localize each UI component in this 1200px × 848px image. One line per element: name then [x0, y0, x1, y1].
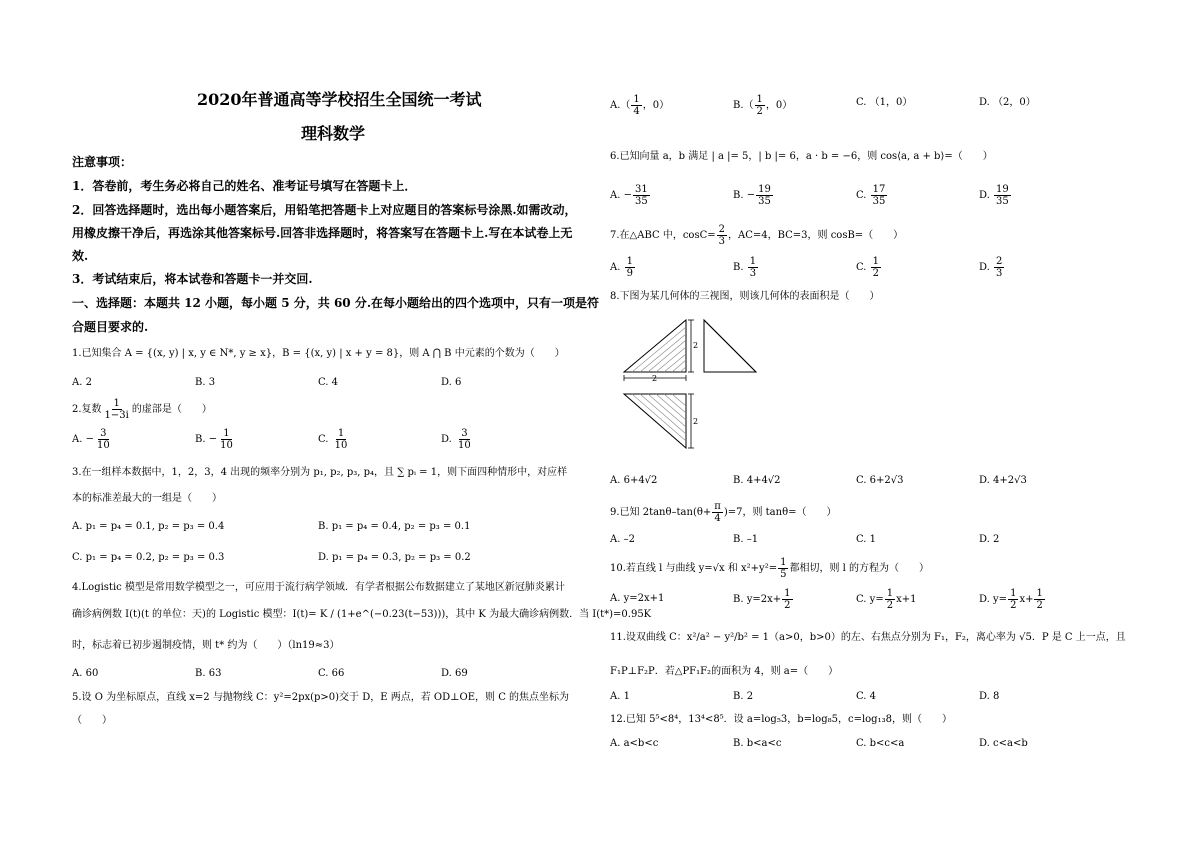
- section-heading-cont: 合题目要求的.: [72, 320, 149, 334]
- q7-option-a: A. $\frac{1}{9}$: [610, 256, 633, 279]
- front-height-label: 2: [693, 341, 699, 350]
- question-9-stem: 9.已知 2tanθ–tan(θ+ $\frac{\pi}{4}$ )=7，则 tanθ=（ ）: [610, 501, 837, 524]
- q6-option-c: C. $\frac{17}{35}$: [856, 184, 886, 207]
- q12-option-d: D. c<a<b: [979, 738, 1028, 749]
- notice-item-3: 3．考试结束后，将本试卷和答题卡一并交回.: [72, 272, 313, 286]
- q5-option-d: D. （2，0）: [979, 97, 1036, 108]
- q10-option-d: D. y= $\frac{1}{2}$ x+ $\frac{1}{2}$: [979, 588, 1043, 611]
- question-12-stem: 12.已知 5⁵<8⁴，13⁴<8⁵．设 a=log₅3，b=log₈5，c=log₁₃8，则（ ）: [610, 714, 952, 725]
- q2-option-c: C. $\frac{1}{10}$: [318, 428, 348, 451]
- question-4-stem-cont: 确诊病例数 I(t)(t 的单位：天)的 Logistic 模型：I(t)= K / (1+e^(−0.23(t−53)))，其中 K 为最大确诊病例数．当 I(t*)=0.95K: [72, 609, 652, 620]
- question-2-stem: 2.复数 $\frac{1}{1-3i}$ 的虚部是（ ）: [72, 398, 212, 421]
- q9-option-b: B. –1: [733, 534, 759, 545]
- top-view-triangle: [624, 394, 686, 448]
- q10-option-c: C. y= $\frac{1}{2}$ x+1: [856, 588, 917, 611]
- page-subtitle: 理科数学: [301, 124, 366, 143]
- question-10-stem: 10.若直线 l 与曲线 y=√x 和 x²+y²= $\frac{1}{5}$ 都相切，则 l 的方程为（ ）: [610, 557, 930, 580]
- q12-option-c: C. b<c<a: [856, 738, 905, 749]
- q1-option-a: A. 2: [72, 377, 92, 388]
- q6-option-b: B. − $\frac{19}{35}$: [733, 184, 771, 207]
- question-5-stem: 5.设 O 为坐标原点，直线 x=2 与抛物线 C：y²=2px(p>0)交于 D，E 两点，若 OD⊥OE，则 C 的焦点坐标为: [72, 692, 570, 703]
- front-view-triangle: [624, 320, 686, 372]
- q5-option-a: A.（ $\frac{1}{4}$ ，0）: [610, 94, 670, 117]
- q12-option-b: B. b<a<c: [733, 738, 782, 749]
- q11-option-a: A. 1: [610, 691, 630, 702]
- q3-option-a: A. p₁ = p₄ = 0.1, p₂ = p₃ = 0.4: [72, 521, 225, 532]
- q8-option-c: C. 6+2√3: [856, 475, 904, 486]
- q2-option-d: D. $\frac{3}{10}$: [441, 428, 471, 451]
- q9-option-d: D. 2: [979, 534, 1000, 545]
- q12-option-a: A. a<b<c: [610, 738, 659, 749]
- q8-option-b: B. 4+4√2: [733, 475, 781, 486]
- q8-option-a: A. 6+4√2: [610, 475, 658, 486]
- question-7-stem: 7.在△ABC 中，cosC= $\frac{2}{3}$ ，AC=4，BC=3，则 cosB=（ ）: [610, 224, 904, 247]
- q4-option-d: D. 69: [441, 668, 468, 679]
- question-3-stem: 3.在一组样本数据中，1，2，3，4 出现的频率分别为 p₁, p₂, p₃, p₄，且 ∑ pᵢ = 1，则下面四种情形中，对应样: [72, 467, 568, 478]
- question-5-stem-cont: （ ）: [72, 715, 112, 726]
- q5-option-c: C. （1，0）: [856, 97, 913, 108]
- q11-option-b: B. 2: [733, 691, 754, 702]
- q7-option-d: D. $\frac{2}{3}$: [979, 256, 1003, 279]
- question-11-stem-cont: F₁P⊥F₂P．若△PF₁F₂的面积为 4，则 a=（ ）: [610, 666, 839, 677]
- question-1-stem: 1.已知集合 A = {(x, y) | x, y ∈ N*, y ≥ x}，B = {(x, y) | x + y = 8}，则 A ⋂ B 中元素的个数为（ ）: [72, 348, 565, 359]
- q9-option-c: C. 1: [856, 534, 877, 545]
- q4-option-b: B. 63: [195, 668, 222, 679]
- notice-item-2-end: 效.: [72, 249, 89, 263]
- q4-option-c: C. 66: [318, 668, 345, 679]
- top-height-label: 2: [693, 417, 699, 426]
- question-3-stem-cont: 本的标准差最大的一组是（ ）: [72, 493, 222, 504]
- q5-option-b: B.（ $\frac{1}{2}$ ，0）: [733, 94, 793, 117]
- notice-item-2-cont: 用橡皮擦干净后，再选涂其他答案标号.回答非选择题时，将答案写在答题卡上.写在本试卷上无: [72, 226, 573, 240]
- q6-option-a: A. − $\frac{31}{35}$: [610, 184, 648, 207]
- notice-item-2: 2．回答选择题时，选出每小题答案后，用铅笔把答题卡上对应题目的答案标号涂黑.如需改动，: [72, 203, 577, 217]
- section-heading: 一、选择题：本题共 12 小题，每小题 5 分，共 60 分.在每小题给出的四个选项中，只有一项是符: [72, 296, 599, 310]
- page-title: 2020年普通高等学校招生全国统一考试: [197, 90, 482, 109]
- q11-option-c: C. 4: [856, 691, 877, 702]
- question-6-stem: 6.已知向量 a，b 满足 | a |= 5，| b |= 6，a · b = −6，则 cos⟨a, a + b⟩=（ ）: [610, 151, 993, 162]
- question-8-stem: 8.下图为某几何体的三视图，则该几何体的表面积是（ ）: [610, 291, 880, 302]
- q3-option-c: C. p₁ = p₄ = 0.2, p₂ = p₃ = 0.3: [72, 552, 225, 563]
- notice-item-1: 1．答卷前，考生务必将自己的姓名、准考证号填写在答题卡上．: [72, 179, 417, 193]
- question-4-stem: 4.Logistic 模型是常用数学模型之一，可应用于流行病学领域．有学者根据公布数据建立了某地区新冠肺炎累计: [72, 582, 565, 593]
- q11-option-d: D. 8: [979, 691, 1000, 702]
- q1-option-d: D. 6: [441, 377, 462, 388]
- q1-option-c: C. 4: [318, 377, 339, 388]
- q9-option-a: A. –2: [610, 534, 635, 545]
- notice-heading: 注意事项：: [72, 155, 133, 169]
- question-11-stem: 11.设双曲线 C：x²/a² − y²/b² = 1（a>0，b>0）的左、右焦点分别为 F₁，F₂，离心率为 √5．P 是 C 上一点，且: [610, 632, 1126, 643]
- q7-option-b: B. $\frac{1}{3}$: [733, 256, 757, 279]
- q2-option-b: B. − $\frac{1}{10}$: [195, 428, 233, 451]
- q8-option-d: D. 4+2√3: [979, 475, 1027, 486]
- q10-option-a: A. y=2x+1: [610, 593, 665, 604]
- q4-option-a: A. 60: [72, 668, 99, 679]
- three-view-figure: [622, 318, 782, 458]
- q3-option-d: D. p₁ = p₄ = 0.3, p₂ = p₃ = 0.2: [318, 552, 471, 563]
- q6-option-d: D. $\frac{19}{35}$: [979, 184, 1009, 207]
- question-4-stem-end: 时，标志着已初步遏制疫情，则 t* 约为（ ）（ln19≈3）: [72, 640, 340, 651]
- q3-option-b: B. p₁ = p₄ = 0.4, p₂ = p₃ = 0.1: [318, 521, 471, 532]
- q1-option-b: B. 3: [195, 377, 216, 388]
- q2-option-a: A. − $\frac{3}{10}$: [72, 428, 110, 451]
- q7-option-c: C. $\frac{1}{2}$: [856, 256, 880, 279]
- front-width-label: 2: [652, 374, 658, 383]
- q10-option-b: B. y=2x+ $\frac{1}{2}$: [733, 588, 791, 611]
